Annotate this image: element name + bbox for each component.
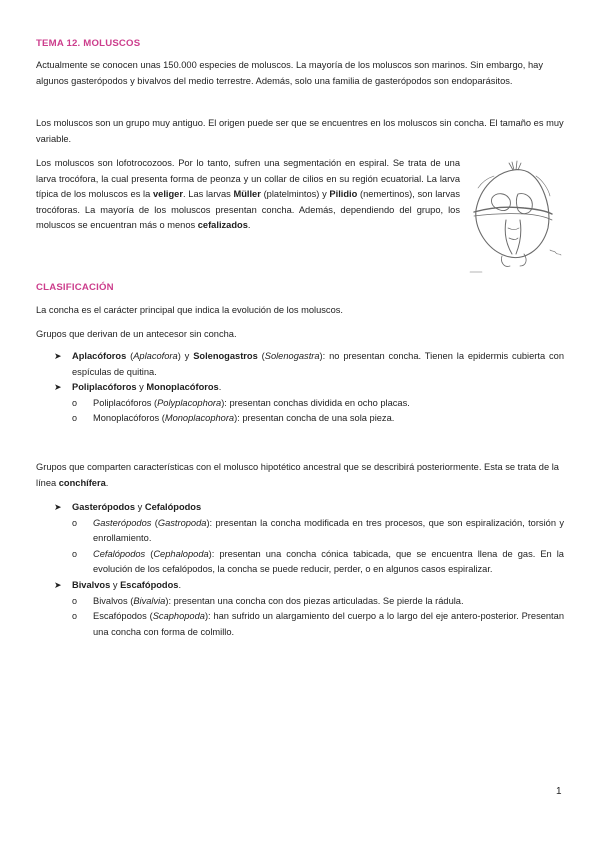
text-run: Aplacofora — [133, 351, 178, 361]
text-run: Solenogastra — [264, 351, 320, 361]
text-run: Monoplacophora — [164, 413, 235, 424]
text-run: Poliplacóforos — [72, 382, 137, 393]
page-number: 1 — [556, 786, 562, 797]
intro-paragraph-1: Actualmente se conocen unas 150.000 especies de moluscos. La mayoría de los moluscos son marinos. Sin embargo, hay algunos gasterópodos y bivalvos del medio terrestre. Además, solo una familia de gasterópodos son endoparásitos. — [36, 60, 543, 86]
text-run: Aplacóforos — [72, 351, 127, 361]
text-run: Bivalvia — [133, 595, 166, 606]
text-run: y — [110, 579, 121, 590]
text-run: ( — [146, 611, 153, 622]
text-run: Solenogastros — [193, 351, 258, 361]
text-run: y — [135, 502, 145, 512]
text-run: Los moluscos son lofotrocozoos. Por lo tanto, sufren una segmentación en espiral. Se trata de una larva trocófora, la cual presenta forma de peonza y un collar de cilios en su región ecuatorial. La larva típica de los moluscos es la — [36, 158, 460, 200]
text-run: y — [136, 382, 147, 393]
arrow-bullet-icon: ➤ — [54, 502, 62, 512]
list-item — [54, 500, 564, 578]
text-run: ) y — [177, 351, 194, 361]
text-run: Cephalopoda — [153, 548, 209, 559]
sublist-item — [72, 411, 564, 427]
text-run: ( — [159, 413, 165, 424]
text-run: ( — [151, 517, 158, 528]
text-run: Gastropoda — [157, 517, 207, 528]
text-run: Escafópodos — [120, 579, 179, 590]
text-run: Polyplacophora — [157, 397, 222, 408]
text-run: ): han sufrido un alargamiento del cuerpo a lo largo del eje antero-posterior. Presentan una concha con forma de colmillo. — [93, 611, 564, 637]
text-run: ): presentan la concha modificada en tres procesos, que son espiralización, torsión y enrollamiento. — [93, 517, 564, 544]
text-run: ( — [145, 548, 154, 559]
sublist-item — [72, 547, 564, 578]
clasificacion-paragraph-1: La concha es el carácter principal que indica la evolución de los moluscos. — [36, 305, 343, 315]
text-run: Cefalópodos — [93, 548, 146, 559]
circle-bullet-icon: o — [72, 548, 78, 559]
sublist — [72, 396, 564, 427]
text-run: ): presentan concha de una sola pieza. — [234, 413, 395, 424]
term-conchifera: conchífera — [58, 477, 106, 488]
circle-bullet-icon: o — [72, 595, 78, 606]
trochophore-larva-illustration — [466, 158, 564, 276]
text-run: . — [247, 220, 251, 231]
list-item — [54, 578, 564, 640]
text-run: Monoplacóforos — [93, 413, 160, 424]
circle-bullet-icon: o — [72, 517, 78, 528]
text-run: Cefalópodos — [144, 502, 202, 512]
text-run: . — [218, 382, 222, 393]
text-run: ): presentan una concha cónica tabicada, que se encuentra llena de gas. En la evolución de los cefalópodos, la concha se puede reducir, perder, o en algunos casos espiralizar. — [93, 548, 564, 575]
list-item — [54, 349, 564, 380]
text-run: Gasterópodos — [93, 517, 152, 528]
text-run: ): presentan una concha con dos piezas articuladas. Se pierde la rádula. — [165, 595, 464, 606]
term-pilidio: Pilidio — [329, 189, 358, 200]
list-item — [54, 380, 564, 427]
text-run: ( — [126, 351, 134, 361]
text-run: Scaphopoda — [152, 611, 205, 622]
text-run: Bivalvos — [93, 595, 128, 606]
sublist-item — [72, 594, 564, 610]
term-cefalizados: cefalizados — [197, 220, 248, 231]
text-run: Gasterópodos — [72, 502, 136, 512]
section-heading-clasificacion: CLASIFICACIÓN — [36, 282, 114, 293]
arrow-bullet-icon: ➤ — [54, 382, 62, 393]
text-run: ( — [257, 351, 265, 361]
arrow-bullet-icon: ➤ — [54, 579, 62, 590]
sublist-item — [72, 396, 564, 412]
circle-bullet-icon: o — [72, 397, 78, 408]
sublist — [72, 594, 564, 641]
text-run: (platelmintos) y — [260, 189, 330, 200]
text-run: . — [105, 477, 109, 488]
text-run: ( — [151, 397, 158, 408]
conchifera-paragraph — [36, 460, 564, 491]
list-groups-without-shell — [54, 349, 564, 427]
sublist-item — [72, 516, 564, 547]
term-veliger: veliger — [153, 189, 183, 200]
intro-paragraph-2: Los moluscos son un grupo muy antiguo. El origen puede ser que se encuentres en los moluscos sin concha. El tamaño es muy variable. — [36, 118, 564, 144]
circle-bullet-icon: o — [72, 413, 78, 424]
text-run: Monoplacóforos — [146, 382, 219, 393]
text-run: Bivalvos — [72, 579, 111, 590]
text-run: . — [178, 579, 182, 590]
text-run: ): no presentan concha. Tienen la epidermis cubierta con espículas de quitina. — [72, 351, 564, 377]
text-run: Grupos que comparten características con el molusco hipotético ancestral que se describirá posteriormente. Esta se trata de la línea — [36, 462, 559, 488]
term-muller: Müller — [233, 189, 261, 200]
sublist — [72, 516, 564, 578]
arrow-bullet-icon: ➤ — [54, 351, 62, 361]
text-run: . Las larvas — [182, 189, 234, 200]
clasificacion-paragraph-2: Grupos que derivan de un antecesor sin concha. — [36, 329, 237, 339]
sublist-item — [72, 609, 564, 640]
lofotrocozoos-paragraph — [36, 156, 460, 234]
text-run: ( — [127, 595, 134, 606]
text-run: (nemertinos), son larvas trocóforas. La mayoría de los moluscos presentan concha. Además, dependiendo del grupo, los moluscos se encuentran más o menos — [36, 189, 460, 231]
text-run: Poliplacóforos — [93, 397, 152, 408]
text-run: ): presentan conchas dividida en ocho placas. — [221, 397, 410, 408]
text-run: Escafópodos — [93, 611, 147, 622]
page-title: TEMA 12. MOLUSCOS — [36, 38, 141, 49]
list-conchifera-groups — [54, 500, 564, 640]
circle-bullet-icon: o — [72, 611, 78, 622]
